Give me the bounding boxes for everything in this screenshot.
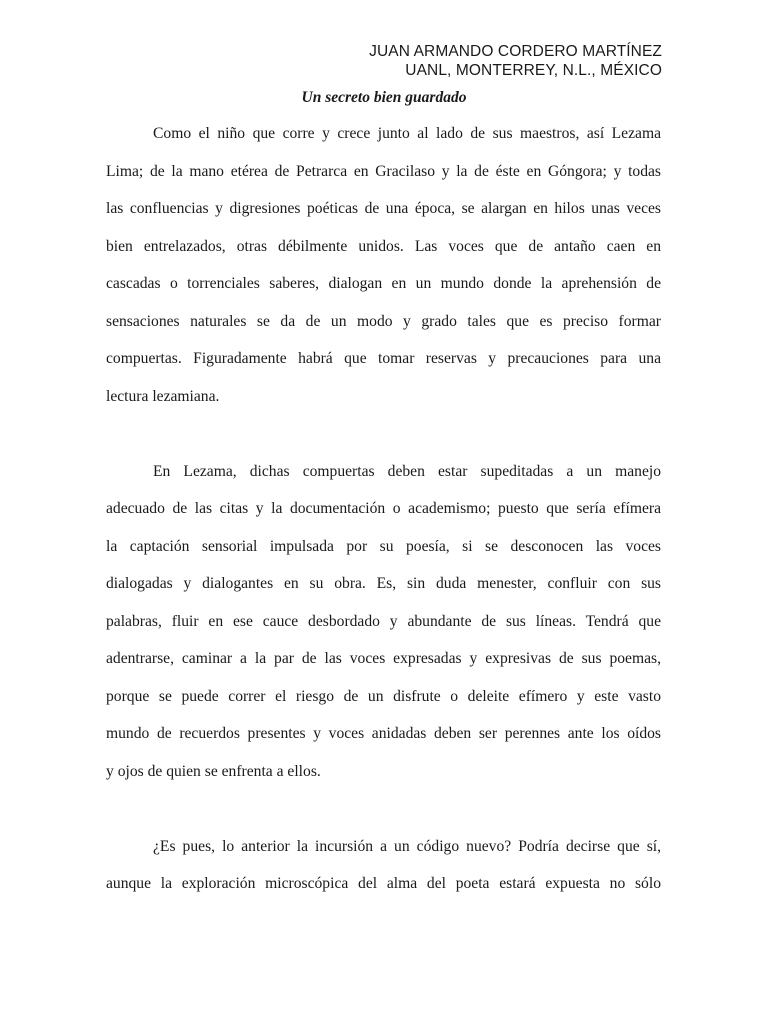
paragraph-line: Lima; de la mano etérea de Petrarca en Gracilaso y la de éste en Góngora; y todas (106, 162, 661, 180)
author-affiliation: UANL, MONTERREY, N.L., MÉXICO (405, 62, 662, 79)
paragraph-line: sensaciones naturales se da de un modo y grado tales que es preciso formar (106, 312, 661, 330)
paragraph-line: En Lezama, dichas compuertas deben estar supeditadas a un manejo (153, 462, 661, 480)
paragraph-line: las confluencias y digresiones poéticas de una época, se alargan en hilos unas veces (106, 200, 661, 217)
document-title: Un secreto bien guardado (301, 89, 467, 106)
paragraph-line: porque se puede correr el riesgo de un disfrute o deleite efímero y este vasto (106, 687, 661, 705)
paragraph-line: adecuado de las citas y la documentación o academismo; puesto que sería efímera (106, 500, 661, 517)
paragraph-gap (106, 415, 661, 453)
paragraph-gap (106, 790, 661, 828)
body-text (106, 115, 661, 903)
paragraph-line: Como el niño que corre y crece junto al lado de sus maestros, así Lezama (153, 125, 661, 142)
page-header (369, 42, 662, 80)
paragraph-line: aunque la exploración microscópica del alma del poeta estará expuesta no sólo (106, 875, 661, 892)
paragraph-line: compuertas. Figuradamente habrá que tomar reservas y precauciones para una (106, 350, 661, 367)
paragraph-line: palabras, fluir en ese cauce desbordado y abundante de sus líneas. Tendrá que (106, 612, 661, 630)
paragraph-line: bien entrelazados, otras débilmente unidos. Las voces que de antaño caen en (106, 237, 661, 255)
paragraph-line: cascadas o torrenciales saberes, dialogan en un mundo donde la aprehensión de (106, 275, 661, 292)
author-name: JUAN ARMANDO CORDERO MARTÍNEZ (369, 43, 662, 60)
paragraph-line: mundo de recuerdos presentes y voces anidadas deben ser perennes ante los oídos (106, 725, 661, 742)
paragraph-line: y ojos de quien se enfrenta a ellos. (106, 762, 321, 780)
paragraph-line: lectura lezamiana. (106, 387, 220, 405)
paragraph-line: ¿Es pues, lo anterior la incursión a un código nuevo? Podría decirse que sí, (153, 837, 661, 855)
paragraph-line: la captación sensorial impulsada por su poesía, si se desconocen las voces (106, 537, 661, 555)
paragraph-line: dialogadas y dialogantes en su obra. Es, sin duda menester, confluir con sus (106, 575, 661, 592)
paragraph-line: adentrarse, caminar a la par de las voces expresadas y expresivas de sus poemas, (106, 650, 661, 667)
